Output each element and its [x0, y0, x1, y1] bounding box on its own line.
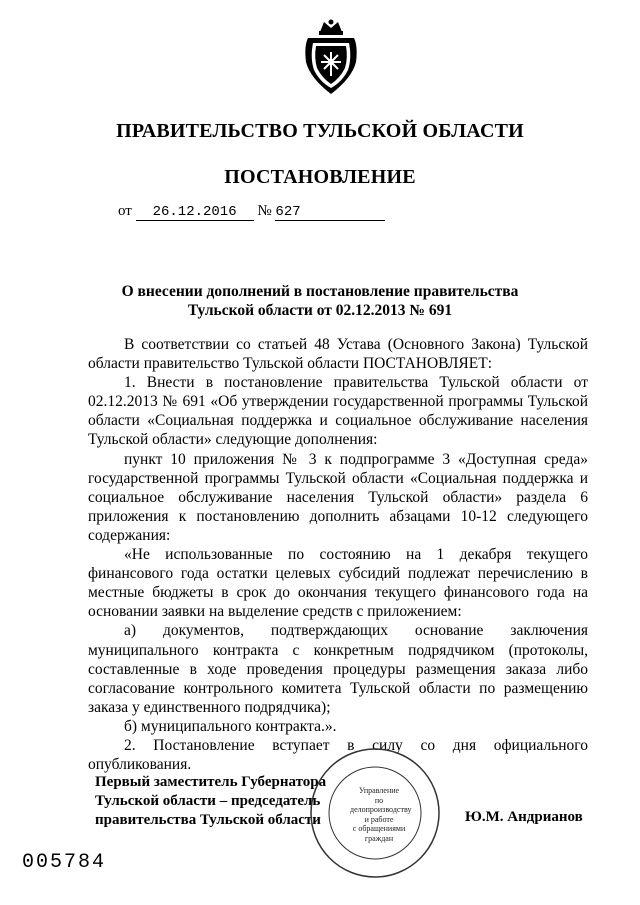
- date-label: от: [118, 203, 132, 219]
- body-paragraph: а) документов, подтверждающих основание заключения муниципального контракта с конкретным подрядчиком (протоколы, составленные в ходе проведения процедуры размещения заказа либо согласование контрольного комитета Тульской области по размещению заказа у единственного подрядчика);: [88, 622, 588, 716]
- subject-line-2: Тульской области от 02.12.2013 № 691: [187, 302, 453, 319]
- stamp-text: [350, 786, 412, 843]
- stamp-line: и работе: [364, 814, 394, 824]
- coat-of-arms-icon: [300, 18, 362, 100]
- body-paragraph: «Не использованные по состоянию на 1 декабря текущего финансового года остатки целевых субсидий подлежат перечислению в местные бюджеты в срок до окончания текущего финансового года на основании заявки на выделение средств с приложением:: [88, 546, 588, 621]
- document-subject: [0, 282, 640, 320]
- stamp-line: с обращениями: [352, 824, 406, 833]
- document-type: ПОСТАНОВЛЕНИЕ: [224, 166, 416, 188]
- body-paragraph: В соответствии со статьей 48 Устава (Основного Закона) Тульской области правительство Тульской области ПОСТАНОВЛЯЕТ:: [88, 336, 588, 373]
- position-line-3: правительства Тульской области: [95, 812, 321, 828]
- signatory-position: [95, 773, 326, 830]
- document-date: 26.12.2016: [136, 204, 254, 221]
- signatory-name: Ю.М. Андрианов: [465, 809, 583, 825]
- document-body: [88, 335, 588, 774]
- subject-line-1: О внесении дополнений в постановление правительства: [121, 283, 519, 300]
- body-paragraph: 2. Постановление вступает в силу со дня официального опубликования.: [88, 736, 588, 774]
- stamp-line: по делопроизводству: [350, 795, 412, 814]
- registration-line: [118, 203, 385, 221]
- body-paragraph: пункт 10 приложения № 3 к подпрограмме 3 «Доступная среда» государственной программы Тульской области «Социальная поддержка и социальное обслуживание населения Тульской области» раздела 6 приложения к постановлению дополнить абзацами 10-12 следующего содержания:: [88, 450, 588, 544]
- position-line-1: Первый заместитель Губернатора: [95, 774, 327, 790]
- number-label: №: [257, 203, 272, 219]
- stamp-line: Управление: [358, 786, 400, 795]
- body-paragraph: 1. Внести в постановление правительства Тульской области от 02.12.2013 № 691 «Об утверждении государственной программы Тульской области «Социальная поддержка и социальное обслуживание населения Тульской области» следующие дополнения:: [88, 374, 588, 449]
- stamp-line: граждан: [364, 833, 394, 843]
- organization-title: ПРАВИТЕЛЬСТВО ТУЛЬСКОЙ ОБЛАСТИ: [116, 120, 524, 142]
- document-number: 627: [275, 204, 385, 221]
- serial-number: 005784: [22, 851, 107, 874]
- body-paragraph: б) муниципального контракта.».: [124, 717, 337, 735]
- position-line-2: Тульской области – председатель: [95, 793, 321, 809]
